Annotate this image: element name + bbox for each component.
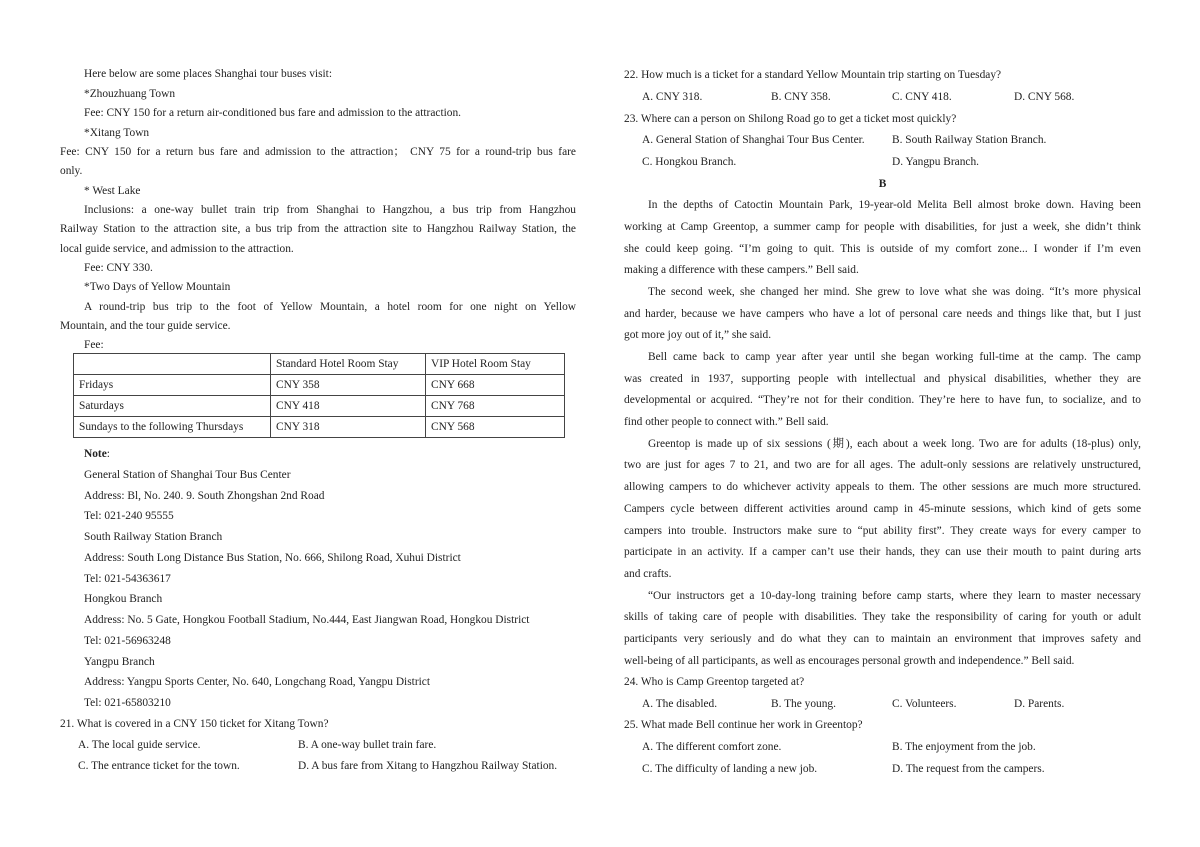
yellow-mountain-desc-2: Mountain, and the tour guide service. bbox=[60, 320, 231, 332]
table-cell: CNY 568 bbox=[426, 417, 565, 438]
option-d[interactable]: D. CNY 568. bbox=[1014, 91, 1075, 103]
option-a[interactable]: A. The different comfort zone. bbox=[642, 741, 782, 753]
xitang-title: *Xitang Town bbox=[84, 127, 150, 139]
note-colon: : bbox=[106, 448, 110, 460]
question-23-options-row2 bbox=[624, 155, 1141, 169]
note-line: Tel: 021-65803210 bbox=[84, 697, 171, 709]
west-lake-title: * West Lake bbox=[84, 185, 141, 197]
fee-label: Fee: bbox=[84, 339, 104, 351]
table-cell: CNY 668 bbox=[426, 375, 565, 396]
section-heading: B bbox=[878, 178, 887, 190]
table-row bbox=[74, 417, 565, 438]
paragraph-4-line: Campers cycle between different activities around camp in 45-minute sessions, which kind of gets some bbox=[624, 503, 1141, 515]
west-lake-inclusions-2: Railway Station to the attraction site, a bus trip from the attraction site to Hangzhou Railway Station, the bbox=[60, 223, 576, 235]
question-25-options-row2 bbox=[624, 762, 1141, 776]
note-line: Tel: 021-240 95555 bbox=[84, 510, 174, 522]
west-lake-inclusions-3: local guide service, and admission to the attraction. bbox=[60, 243, 294, 255]
note-line: Hongkou Branch bbox=[84, 593, 163, 605]
note-heading bbox=[60, 447, 576, 461]
zhouzhuang-fee: Fee: CNY 150 for a return air-conditioned bus fare and admission to the attraction. bbox=[84, 107, 462, 119]
paragraph-5-line: well-being of all participants, as well as encourages personal growth and independence.” Bell said. bbox=[624, 655, 1075, 667]
option-d[interactable]: D. A bus fare from Xitang to Hangzhou Railway Station. bbox=[298, 760, 558, 772]
paragraph-4-line: campers into trouble. Instructors make sure to “put ability first”. They create ways for every camper to bbox=[624, 525, 1141, 537]
table-cell: CNY 318 bbox=[271, 417, 426, 438]
option-c[interactable]: C. The difficulty of landing a new job. bbox=[642, 763, 818, 775]
note-line: Address: South Long Distance Bus Station, No. 666, Shilong Road, Xuhui District bbox=[84, 552, 461, 564]
option-b[interactable]: B. South Railway Station Branch. bbox=[892, 134, 1047, 146]
paragraph-4-line: participate in an activity. If a camper can’t use their hands, they can use their mouth to paint during arts bbox=[624, 546, 1141, 558]
option-b[interactable]: B. CNY 358. bbox=[771, 91, 831, 103]
xitang-fee-line2: only. bbox=[60, 165, 83, 177]
paragraph-3-line: Bell came back to camp year after year until she began working full-time at the camp. The camp bbox=[648, 351, 1141, 363]
paragraph-1-line: In the depths of Catoctin Mountain Park, 19-year-old Melita Bell almost broke down. Having been bbox=[648, 199, 1141, 211]
option-c[interactable]: C. Hongkou Branch. bbox=[642, 156, 737, 168]
west-lake-inclusions-1: Inclusions: a one-way bullet train trip from Shanghai to Hangzhou, a bus trip from Hangzhou bbox=[84, 204, 576, 216]
xitang-fee-line1: Fee: CNY 150 for a return bus fare and admission to the attraction； CNY 75 for a round-trip bus fare bbox=[60, 146, 576, 158]
paragraph-2-line: and harder, because we have campers who have a lot of personal care needs and things like that, but I just bbox=[624, 308, 1141, 320]
note-line: Address: No. 5 Gate, Hongkou Football Stadium, No.444, East Jiangwan Road, Hongkou District bbox=[84, 614, 530, 626]
option-a[interactable]: A. The local guide service. bbox=[78, 739, 201, 751]
paragraph-1-line: working at Camp Greentop, a summer camp for people with disabilities, for just a week, she didn’t think bbox=[624, 221, 1141, 233]
option-a[interactable]: A. The disabled. bbox=[642, 698, 718, 710]
option-c[interactable]: C. The entrance ticket for the town. bbox=[78, 760, 240, 772]
table-header-cell: Standard Hotel Room Stay bbox=[271, 354, 426, 375]
paragraph-4-line: and crafts. bbox=[624, 568, 672, 580]
table-cell: Saturdays bbox=[74, 396, 271, 417]
paragraph-4-line: two are just for ages 7 to 21, and two are for all ages. The adult-only sessions are relatively unstructured, bbox=[624, 459, 1141, 471]
question-25: 25. What made Bell continue her work in Greentop? bbox=[624, 719, 863, 731]
question-24: 24. Who is Camp Greentop targeted at? bbox=[624, 676, 805, 688]
option-d[interactable]: D. Yangpu Branch. bbox=[892, 156, 980, 168]
question-22: 22. How much is a ticket for a standard Yellow Mountain trip starting on Tuesday? bbox=[624, 69, 1002, 81]
paragraph-3-line: developmental or acquired. “They’re not for their condition. They’re here to have fun, to socialize, and to bbox=[624, 394, 1141, 406]
west-lake-fee: Fee: CNY 330. bbox=[84, 262, 153, 274]
question-21-options-row1 bbox=[60, 738, 576, 752]
table-cell: Fridays bbox=[74, 375, 271, 396]
paragraph-1-line: she could keep going. “I’m going to quit. This is outside of my comfort zone... I wonder if I’m even bbox=[624, 243, 1141, 255]
note-line: General Station of Shanghai Tour Bus Center bbox=[84, 469, 291, 481]
option-c[interactable]: C. CNY 418. bbox=[892, 91, 952, 103]
option-c[interactable]: C. Volunteers. bbox=[892, 698, 957, 710]
option-b[interactable]: B. A one-way bullet train fare. bbox=[298, 739, 437, 751]
paragraph-3-line: was created in 1937, supporting people with intellectual and physical disabilities, whether they are bbox=[624, 373, 1141, 385]
paragraph-2-line: got more joy out of it,” she said. bbox=[624, 329, 772, 341]
question-21: 21. What is covered in a CNY 150 ticket for Xitang Town? bbox=[60, 718, 329, 730]
table-header-cell: VIP Hotel Room Stay bbox=[426, 354, 565, 375]
option-a[interactable]: A. General Station of Shanghai Tour Bus Center. bbox=[642, 134, 865, 146]
table-cell: CNY 768 bbox=[426, 396, 565, 417]
paragraph-5-line: participants very seriously and do what they can to maintain an environment that improves safety and bbox=[624, 633, 1141, 645]
table-row bbox=[74, 396, 565, 417]
question-22-options bbox=[624, 90, 1141, 104]
option-b[interactable]: B. The young. bbox=[771, 698, 836, 710]
question-23: 23. Where can a person on Shilong Road go to get a ticket most quickly? bbox=[624, 113, 957, 125]
question-23-options-row1 bbox=[624, 133, 1141, 147]
table-row bbox=[74, 375, 565, 396]
note-line: Tel: 021-56963248 bbox=[84, 635, 171, 647]
option-a[interactable]: A. CNY 318. bbox=[642, 91, 703, 103]
table-header-cell bbox=[74, 354, 271, 375]
table-cell: Sundays to the following Thursdays bbox=[74, 417, 271, 438]
note-label: Note bbox=[84, 448, 107, 460]
paragraph-5-line: “Our instructors get a 10-day-long training before camp starts, where they learn to master necessary bbox=[648, 590, 1141, 602]
table-header-row bbox=[74, 354, 565, 375]
option-d[interactable]: D. Parents. bbox=[1014, 698, 1065, 710]
paragraph-5-line: skills of taking care of people with disabilities. They take the responsibility of caring for youth or adult bbox=[624, 611, 1141, 623]
note-line: Yangpu Branch bbox=[84, 656, 155, 668]
paragraph-4-line: allowing campers to do whichever activity appeals to them. The other sessions are much more structured. bbox=[624, 481, 1141, 493]
note-line: South Railway Station Branch bbox=[84, 531, 223, 543]
zhouzhuang-title: *Zhouzhuang Town bbox=[84, 88, 176, 100]
paragraph-3-line: find other people to connect with.” Bell said. bbox=[624, 416, 829, 428]
question-21-options-row2 bbox=[60, 759, 576, 773]
note-line: Tel: 021-54363617 bbox=[84, 573, 171, 585]
option-b[interactable]: B. The enjoyment from the job. bbox=[892, 741, 1036, 753]
paragraph-1-line: making a difference with these campers.” Bell said. bbox=[624, 264, 859, 276]
yellow-mountain-title: *Two Days of Yellow Mountain bbox=[84, 281, 231, 293]
note-line: Address: Bl, No. 240. 9. South Zhongshan 2nd Road bbox=[84, 490, 325, 502]
yellow-mountain-desc-1: A round-trip bus trip to the foot of Yellow Mountain, a hotel room for one night on Yellow bbox=[84, 301, 576, 313]
note-line: Address: Yangpu Sports Center, No. 640, Longchang Road, Yangpu District bbox=[84, 676, 430, 688]
yellow-mountain-fee-table bbox=[73, 353, 565, 438]
table-cell: CNY 358 bbox=[271, 375, 426, 396]
paragraph-2-line: The second week, she changed her mind. She grew to love what she was doing. “It’s more physical bbox=[648, 286, 1141, 298]
intro-text: Here below are some places Shanghai tour buses visit: bbox=[84, 68, 332, 80]
paragraph-4-line: Greentop is made up of six sessions (期), each about a week long. Two are for adults (18-plus) only, bbox=[648, 438, 1141, 450]
question-24-options bbox=[624, 697, 1141, 711]
option-d[interactable]: D. The request from the campers. bbox=[892, 763, 1045, 775]
question-25-options-row1 bbox=[624, 740, 1141, 754]
table-cell: CNY 418 bbox=[271, 396, 426, 417]
